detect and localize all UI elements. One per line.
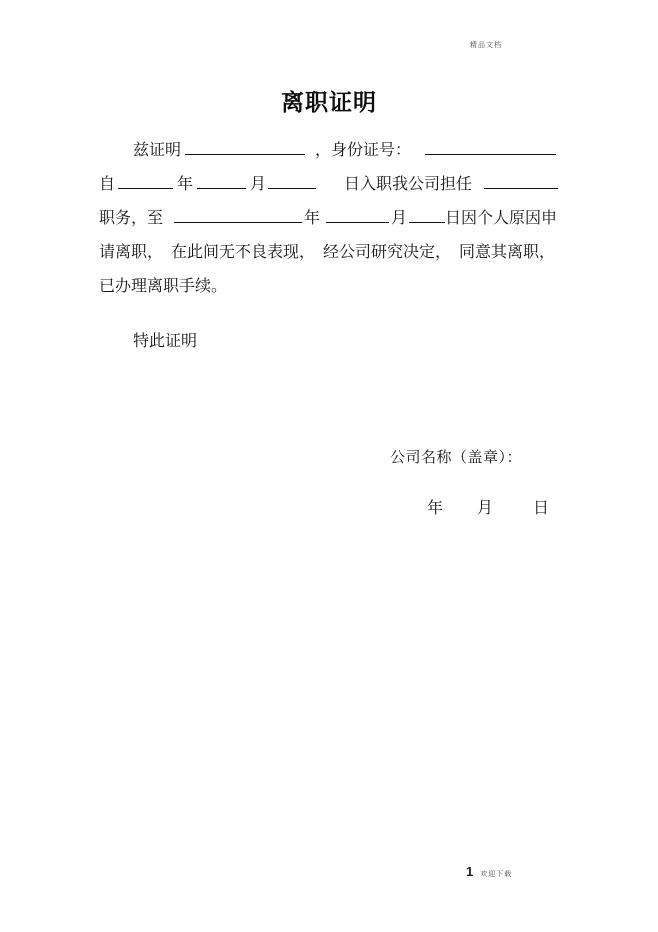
fill-in-blank-underline: [409, 206, 445, 223]
spacer: [315, 256, 323, 257]
body-text: 兹证明: [133, 142, 182, 159]
header-watermark: 精品文档: [470, 41, 502, 49]
spacer: [99, 154, 133, 155]
spacer: [305, 154, 315, 155]
document-line: [99, 270, 561, 304]
date-day-label: 日: [533, 500, 550, 517]
spacer: [316, 188, 344, 189]
document-body: [99, 134, 561, 304]
spacer: [163, 256, 171, 257]
fill-in-blank-underline: [326, 206, 389, 223]
body-text: ，身份证号：: [315, 142, 412, 159]
fill-in-blank-underline: [484, 172, 558, 189]
spacer: [451, 256, 459, 257]
body-text: 日因个人原因申: [445, 210, 558, 227]
body-text: 自: [99, 176, 116, 193]
document-line: [99, 202, 561, 236]
fill-in-blank-underline: [197, 172, 246, 189]
body-text: 已办理离职手续。: [99, 278, 228, 295]
fill-in-blank-underline: [174, 206, 302, 223]
body-text: 月: [250, 176, 267, 193]
fill-in-blank-underline: [118, 172, 173, 189]
fill-in-blank-underline: [425, 138, 556, 155]
date-month-label: 月: [477, 500, 494, 517]
document-line: [99, 134, 561, 168]
spacer: [472, 188, 484, 189]
body-text: 年: [304, 210, 321, 227]
document-line: [99, 168, 561, 202]
company-seal-label: 公司名称（盖章）：: [390, 450, 523, 466]
fill-in-blank-underline: [268, 172, 316, 189]
spacer: [411, 154, 425, 155]
signature-date-line: [427, 495, 549, 518]
document-title: 离职证明: [281, 90, 377, 115]
body-text: 月: [391, 210, 408, 227]
body-text: 经公司研究决定，: [323, 244, 452, 261]
body-text: 年: [177, 176, 194, 193]
page-footer: [466, 863, 512, 881]
closing-statement: 特此证明: [133, 333, 198, 350]
date-year-label: 年: [427, 500, 444, 517]
footer-watermark: 欢迎下载: [480, 870, 513, 878]
page-number: 1: [466, 864, 474, 879]
fill-in-blank-underline: [185, 138, 305, 155]
body-text: 请离职，: [99, 244, 164, 261]
body-text: 日入职我公司担任: [344, 176, 473, 193]
body-text: 职务，至: [99, 210, 164, 227]
spacer: [163, 222, 174, 223]
document-line: [99, 236, 561, 270]
body-text: 同意其离职，: [459, 244, 556, 261]
body-text: 在此间无不良表现，: [171, 244, 316, 261]
